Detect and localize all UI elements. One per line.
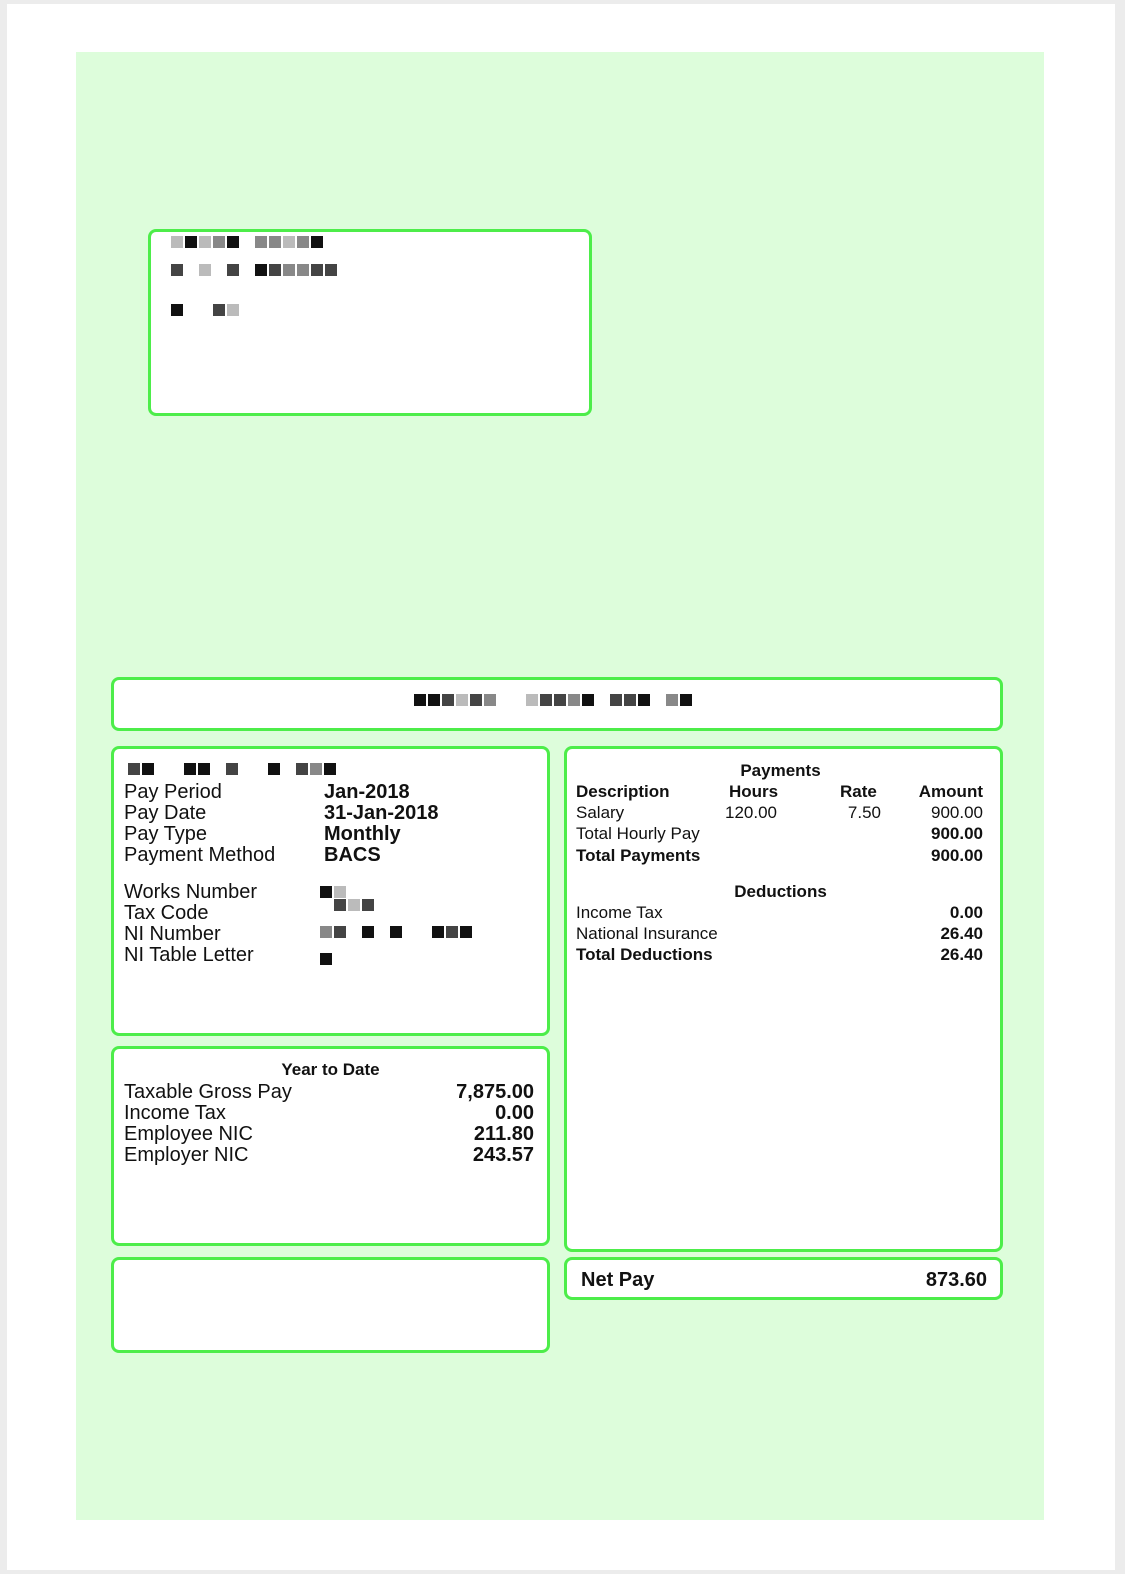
deductions-total-amount: 26.40 [940,945,983,964]
address-box [148,229,592,416]
deductions-income-tax-amount: 0.00 [949,903,983,922]
pay-type-value: Monthly [324,823,401,845]
payments-deductions-box [564,746,1003,1252]
net-pay-label: Net Pay [581,1269,655,1291]
payment-method-label: Payment Method [124,844,276,866]
ytd-employer-nic-value: 243.57 [472,1144,534,1166]
pay-period-label: Pay Period [124,781,222,803]
payments-total-hourly-label: Total Hourly Pay [576,824,700,843]
year-to-date-box [111,1046,550,1246]
ytd-income-tax-value: 0.00 [495,1102,534,1124]
pay-period-value: Jan-2018 [324,781,410,803]
pay-date-value: 31-Jan-2018 [324,802,439,824]
payments-salary-rate: 7.50 [847,803,881,822]
redacted-works-number [320,886,348,898]
notes-box [111,1257,550,1353]
redacted-employer-name [414,694,694,706]
net-pay-value: 873.60 [925,1269,987,1291]
payments-header-hours: Hours [729,782,779,801]
ni-table-letter-label: NI Table Letter [124,944,254,966]
ytd-employee-nic-value: 211.80 [473,1123,534,1145]
employee-details-box [111,746,550,1036]
payments-header-rate: Rate [840,782,877,801]
ytd-employer-nic-label: Employer NIC [124,1144,249,1166]
redacted-tax-code [320,899,376,911]
deductions-income-tax-label: Income Tax [576,903,663,922]
payments-salary-hours: 120.00 [725,803,777,822]
ytd-taxable-gross-pay-label: Taxable Gross Pay [124,1081,292,1103]
employer-banner [111,677,1003,731]
redacted-address-line-3 [171,304,241,316]
payments-header-description: Description [576,782,670,801]
payments-salary-description: Salary [576,803,625,822]
works-number-label: Works Number [124,881,257,903]
ytd-taxable-gross-pay-value: 7,875.00 [456,1081,534,1103]
pay-type-label: Pay Type [124,823,208,845]
redacted-address-line-1 [171,236,325,248]
deductions-total-label: Total Deductions [576,945,713,964]
deductions-national-insurance-amount: 26.40 [940,924,983,943]
tax-code-label: Tax Code [124,902,209,924]
payments-total-hourly-amount: 900.00 [931,824,983,843]
redacted-address-line-2 [171,264,339,276]
ytd-income-tax-label: Income Tax [124,1102,226,1124]
payments-header-amount: Amount [918,782,983,801]
ytd-employee-nic-label: Employee NIC [124,1123,253,1145]
payments-title: Payments [740,761,821,780]
deductions-national-insurance-label: National Insurance [576,924,718,943]
payments-total-label: Total Payments [576,846,701,865]
ytd-title: Year to Date [281,1060,380,1079]
redacted-ni-table-letter [320,953,334,965]
payments-total-amount: 900.00 [931,846,983,865]
net-pay-box [564,1257,1003,1300]
payments-salary-amount: 900.00 [931,803,983,822]
redacted-employee-name [128,763,338,775]
redacted-ni-number [320,926,474,938]
deductions-title: Deductions [734,882,827,901]
payment-method-value: BACS [324,844,381,866]
pay-date-label: Pay Date [124,802,207,824]
ni-number-label: NI Number [124,923,221,945]
